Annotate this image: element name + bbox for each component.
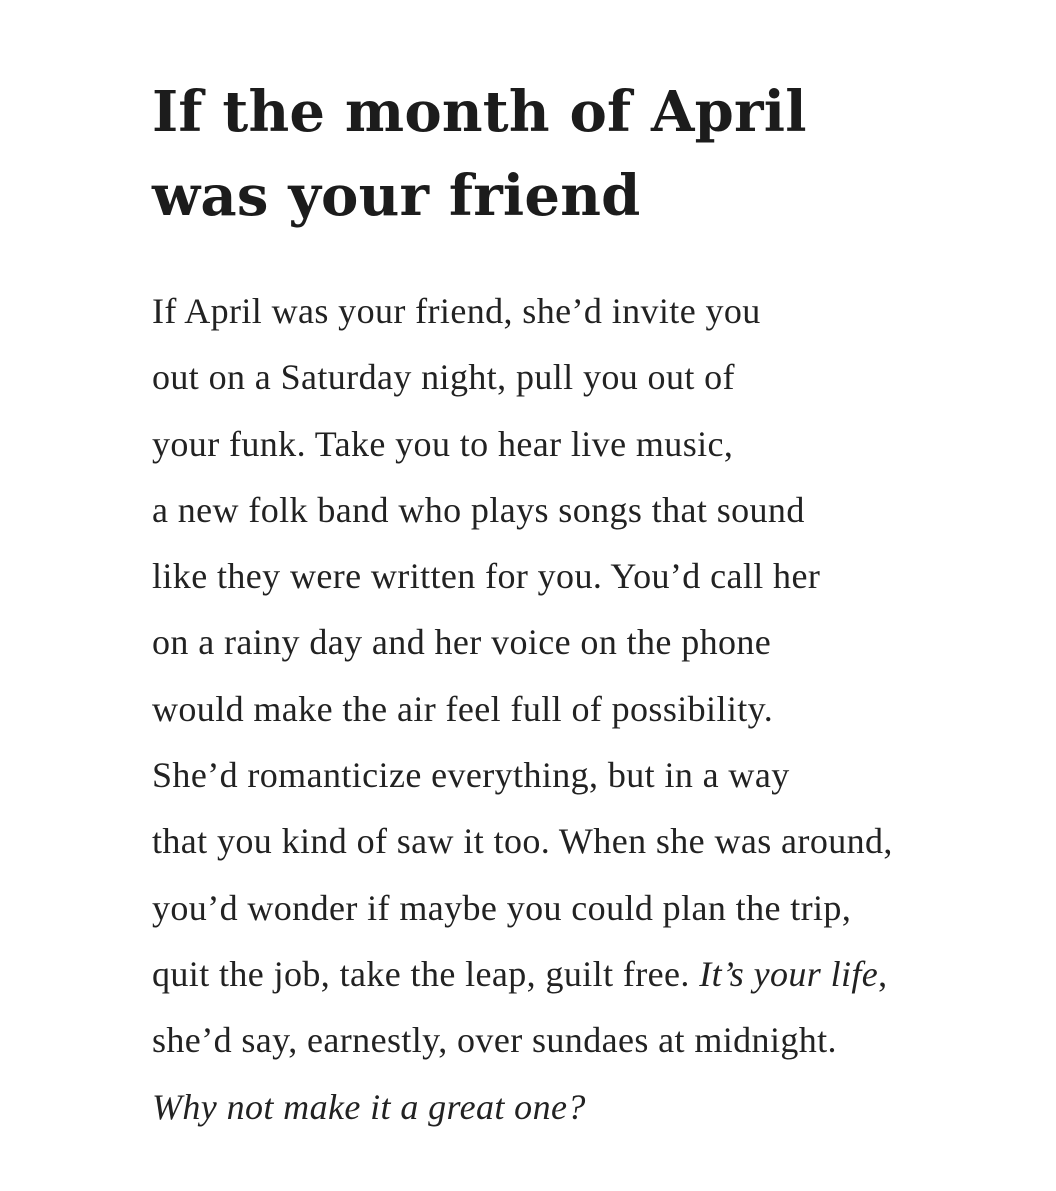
poem-body	[152, 278, 1032, 1140]
poem-line: on a rainy day and her voice on the phone	[152, 622, 772, 663]
poem-line: you’d wonder if maybe you could plan the trip,	[152, 887, 852, 928]
poem-line: would make the air feel full of possibility.	[152, 688, 774, 729]
title-line: was your friend	[152, 163, 641, 229]
poem-line: out on a Saturday night, pull you out of	[152, 357, 735, 398]
poem-line	[152, 1074, 1032, 1140]
poem-line	[152, 941, 1032, 1007]
poem-line: that you kind of saw it too. When she was around,	[152, 821, 893, 862]
article-title	[152, 0, 1032, 238]
poem-line: she’d say, earnestly, over sundaes at midnight.	[152, 1020, 837, 1061]
poem-emphasis: Why not make it a great one?	[152, 1086, 586, 1127]
title-line: If the month of April	[152, 79, 807, 145]
poem-text: quit the job, take the leap, guilt free.	[152, 953, 700, 994]
poem-line: If April was your friend, she’d invite you	[152, 291, 761, 331]
poem-line: a new folk band who plays songs that sound	[152, 489, 805, 530]
poem-line: like they were written for you. You’d call her	[152, 556, 821, 597]
poem-line: She’d romanticize everything, but in a way	[152, 755, 790, 796]
poem-text: ,	[878, 953, 888, 994]
poem-emphasis: It’s your life	[699, 953, 879, 994]
article	[152, 0, 1032, 1140]
poem-line: your funk. Take you to hear live music,	[152, 423, 734, 464]
